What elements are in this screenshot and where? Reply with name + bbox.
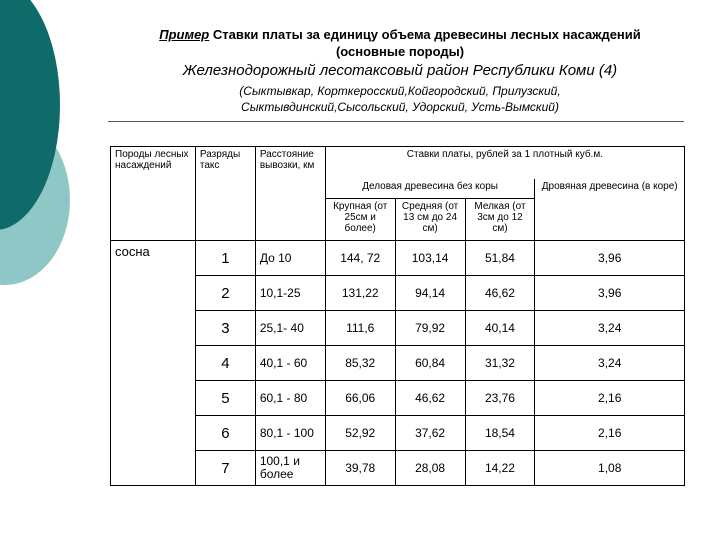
rank-cell: 5 xyxy=(195,381,255,416)
small-rate-cell: 18,54 xyxy=(465,416,535,451)
distance-cell: 25,1- 40 xyxy=(255,311,325,346)
header-rates: Ставки платы, рублей за 1 плотный куб.м. xyxy=(325,147,684,179)
firewood-rate-cell: 3,96 xyxy=(535,276,685,311)
districts-list xyxy=(120,83,680,115)
subtitle: Железнодорожный лесотаксовый район Республики Коми (4) xyxy=(182,62,618,79)
small-rate-cell: 14,22 xyxy=(465,451,535,486)
rank-cell: 7 xyxy=(195,451,255,486)
header-business-wood: Деловая древесина без коры xyxy=(325,179,535,199)
firewood-rate-cell: 3,96 xyxy=(535,241,685,276)
districts-line-2: Сыктывдинский,Сысольский, Удорский, Усть-Вымский) xyxy=(241,100,559,114)
medium-rate-cell: 46,62 xyxy=(395,381,465,416)
distance-cell: 80,1 - 100 xyxy=(255,416,325,451)
table-row xyxy=(111,346,685,381)
small-rate-cell: 46,62 xyxy=(465,276,535,311)
small-rate-cell: 23,76 xyxy=(465,381,535,416)
firewood-rate-cell: 3,24 xyxy=(535,346,685,381)
table-row xyxy=(111,381,685,416)
table-row xyxy=(111,311,685,346)
header-small: Мелкая (от 3см до 12 см) xyxy=(465,199,535,241)
distance-cell: 60,1 - 80 xyxy=(255,381,325,416)
firewood-rate-cell: 2,16 xyxy=(535,416,685,451)
large-rate-cell: 131,22 xyxy=(325,276,395,311)
table-row xyxy=(111,416,685,451)
medium-rate-cell: 37,62 xyxy=(395,416,465,451)
rank-cell: 3 xyxy=(195,311,255,346)
header-rank: Разряды такс xyxy=(195,147,255,241)
divider xyxy=(108,121,684,122)
large-rate-cell: 39,78 xyxy=(325,451,395,486)
rank-cell: 4 xyxy=(195,346,255,381)
header-distance: Расстояние вывозки, км xyxy=(255,147,325,241)
header-firewood: Дровяная древесина (в коре) xyxy=(535,179,685,241)
medium-rate-cell: 60,84 xyxy=(395,346,465,381)
medium-rate-cell: 103,14 xyxy=(395,241,465,276)
title-line-1 xyxy=(120,27,680,42)
table-body xyxy=(111,241,685,486)
small-rate-cell: 40,14 xyxy=(465,311,535,346)
districts-line-1: (Сыктывкар, Корткеросский,Койгородский, Прилузский, xyxy=(239,84,561,98)
table-row xyxy=(111,451,685,486)
medium-rate-cell: 79,92 xyxy=(395,311,465,346)
distance-cell: 100,1 и более xyxy=(255,451,325,486)
title-text: Ставки платы за единицу объема древесины лесных насаждений xyxy=(209,27,641,42)
medium-rate-cell: 28,08 xyxy=(395,451,465,486)
distance-cell: 40,1 - 60 xyxy=(255,346,325,381)
medium-rate-cell: 94,14 xyxy=(395,276,465,311)
firewood-rate-cell: 1,08 xyxy=(535,451,685,486)
header-large: Крупная (от 25см и более) xyxy=(325,199,395,241)
example-label: Пример xyxy=(159,27,210,42)
distance-cell: 10,1-25 xyxy=(255,276,325,311)
species-cell: сосна xyxy=(111,241,196,486)
table-row xyxy=(111,241,685,276)
large-rate-cell: 52,92 xyxy=(325,416,395,451)
header-medium: Средняя (от 13 см до 24 см) xyxy=(395,199,465,241)
header-row-1 xyxy=(111,147,685,179)
table-row xyxy=(111,276,685,311)
small-rate-cell: 51,84 xyxy=(465,241,535,276)
distance-cell: До 10 xyxy=(255,241,325,276)
rank-cell: 1 xyxy=(195,241,255,276)
large-rate-cell: 111,6 xyxy=(325,311,395,346)
firewood-rate-cell: 3,24 xyxy=(535,311,685,346)
rank-cell: 6 xyxy=(195,416,255,451)
rates-table xyxy=(110,146,685,486)
large-rate-cell: 85,32 xyxy=(325,346,395,381)
large-rate-cell: 144, 72 xyxy=(325,241,395,276)
header-species: Породы лесных насаждений xyxy=(111,147,196,241)
small-rate-cell: 31,32 xyxy=(465,346,535,381)
rank-cell: 2 xyxy=(195,276,255,311)
large-rate-cell: 66,06 xyxy=(325,381,395,416)
title-line-2: (основные породы) xyxy=(335,44,465,59)
firewood-rate-cell: 2,16 xyxy=(535,381,685,416)
